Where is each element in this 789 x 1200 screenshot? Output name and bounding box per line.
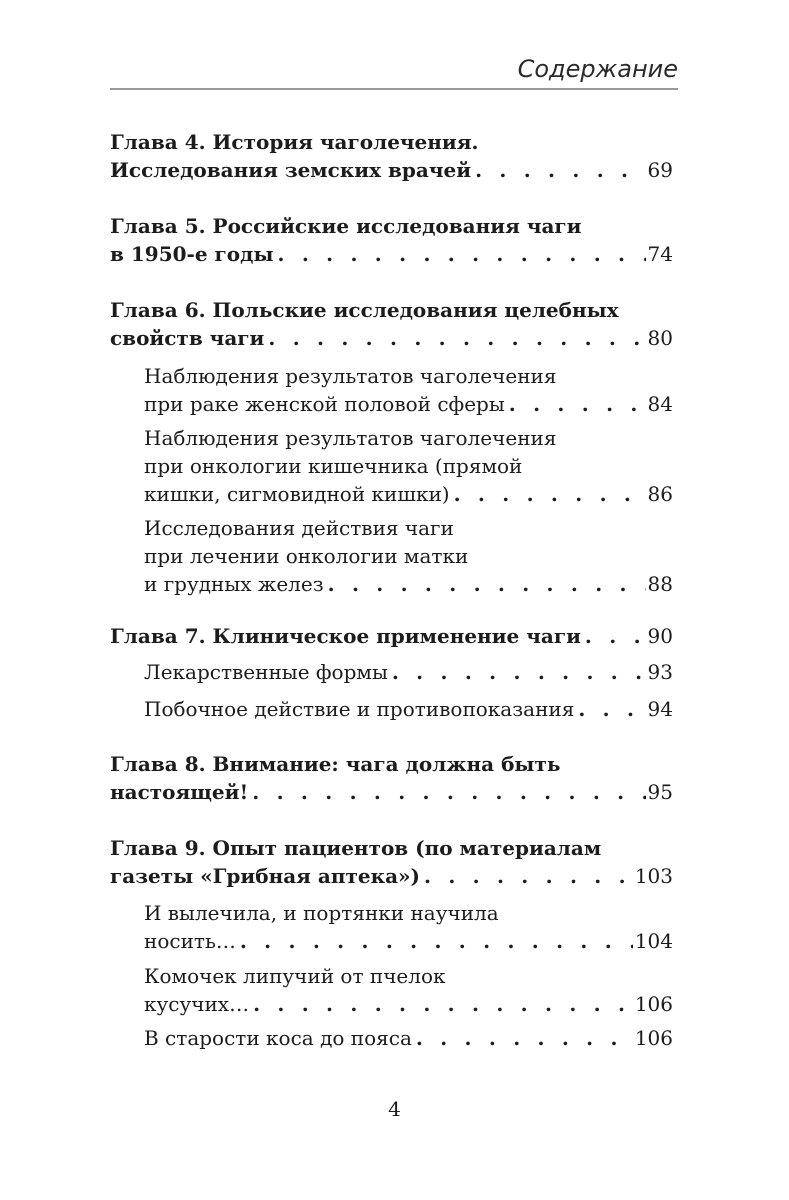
toc-chapter-5[interactable] xyxy=(110,212,673,268)
toc-page-number: 90 xyxy=(647,624,673,648)
toc-entry-title: Исследования земских врачей xyxy=(110,158,472,182)
toc-chapter-9[interactable] xyxy=(110,834,673,890)
toc-entry-title: при онкологии кишечника (прямой xyxy=(144,454,523,478)
toc-entry-title: Глава 6. Польские исследования целебных xyxy=(110,298,619,322)
toc-page-number: 80 xyxy=(647,326,673,350)
toc-entry-title: Наблюдения результатов чаголечения xyxy=(144,426,557,450)
toc-entry-last-line xyxy=(144,480,673,508)
toc-chapter-6[interactable] xyxy=(110,296,673,352)
toc-entry-last-line xyxy=(110,622,673,650)
toc-entry-last-line xyxy=(144,695,673,723)
toc-entry-title: настоящей! xyxy=(110,780,249,804)
toc-page-number: 69 xyxy=(647,158,673,182)
toc-section-9b[interactable] xyxy=(144,962,673,1018)
dot-leader xyxy=(248,778,645,806)
toc-page-number: 106 xyxy=(634,992,673,1016)
toc-entry-title: Побочное действие и противопоказания xyxy=(144,697,575,721)
toc-entry-title: и грудных желез xyxy=(144,572,324,596)
dot-leader xyxy=(274,240,646,268)
toc-chapter-7[interactable] xyxy=(110,622,673,650)
dot-leader xyxy=(450,480,646,508)
toc-entry-title: свойств чаги xyxy=(110,326,265,350)
toc-entry-title: Наблюдения результатов чаголечения xyxy=(144,364,557,388)
toc-section-9c[interactable] xyxy=(144,1024,673,1052)
toc-page-number: 88 xyxy=(647,572,673,596)
toc-page-number: 103 xyxy=(634,864,673,888)
toc-entry-title: Глава 4. История чаголечения. xyxy=(110,130,479,154)
toc-entry-last-line xyxy=(144,658,673,686)
dot-leader xyxy=(264,324,645,352)
dot-leader xyxy=(236,927,633,955)
toc-entry-title: И вылечила, и портянки научила xyxy=(144,901,499,925)
toc-entry-last-line xyxy=(110,156,673,184)
running-header xyxy=(110,52,678,90)
toc-page-number: 74 xyxy=(647,242,673,266)
toc-entry-title: газеты «Грибная аптека») xyxy=(110,864,420,888)
toc-entry-last-line xyxy=(144,390,673,418)
toc-chapter-8[interactable] xyxy=(110,750,673,806)
toc-page-number: 95 xyxy=(647,780,673,804)
toc-entry-title: в 1950-е годы xyxy=(110,242,274,266)
dot-leader xyxy=(581,622,646,650)
toc-entry-title: Глава 9. Опыт пациентов (по материалам xyxy=(110,836,602,860)
toc-page-number: 93 xyxy=(647,660,673,684)
toc-entry-title: при лечении онкологии матки xyxy=(144,544,469,568)
toc-entry-title: Исследования действия чаги xyxy=(144,516,454,540)
toc-entry-title: Лекарственные формы xyxy=(144,660,388,684)
toc-page-number: 106 xyxy=(634,1026,673,1050)
toc-entry-last-line xyxy=(144,570,673,598)
toc-entry-title: кишки, сигмовидной кишки) xyxy=(144,482,450,506)
toc-entry-title: Комочек липучий от пчелок xyxy=(144,964,446,988)
toc-section-6b[interactable] xyxy=(144,424,673,508)
dot-leader xyxy=(505,390,646,418)
toc-chapter-4[interactable] xyxy=(110,128,673,184)
toc-entry-title: Глава 5. Российские исследования чаги xyxy=(110,214,582,238)
dot-leader xyxy=(471,156,645,184)
toc-section-6a[interactable] xyxy=(144,362,673,418)
toc-entry-title: носить… xyxy=(144,929,236,953)
running-header-title: Содержание xyxy=(517,55,678,83)
toc-entry-title: при раке женской половой сферы xyxy=(144,392,505,416)
toc-page-number: 94 xyxy=(647,697,673,721)
toc-entry-last-line xyxy=(110,240,673,268)
toc-entry-last-line xyxy=(144,927,673,955)
footer-page-number: 4 xyxy=(388,1097,401,1121)
dot-leader xyxy=(412,1024,633,1052)
toc-entry-last-line xyxy=(110,778,673,806)
toc-entry-last-line xyxy=(110,324,673,352)
toc-entry-last-line xyxy=(144,990,673,1018)
dot-leader xyxy=(574,695,645,723)
dot-leader xyxy=(324,570,646,598)
toc-section-7b[interactable] xyxy=(144,695,673,723)
toc-page-number: 84 xyxy=(647,392,673,416)
dot-leader xyxy=(420,862,633,890)
toc-section-6c[interactable] xyxy=(144,514,673,598)
toc-section-7a[interactable] xyxy=(144,658,673,686)
toc-entry-last-line xyxy=(144,1024,673,1052)
toc-entry-title: Глава 8. Внимание: чага должна быть xyxy=(110,752,561,776)
toc-page-number: 104 xyxy=(634,929,673,953)
toc-entry-last-line xyxy=(110,862,673,890)
toc-entry-title: Глава 7. Клиническое применение чаги xyxy=(110,624,581,648)
toc-entry-title: В старости коса до пояса xyxy=(144,1026,412,1050)
toc-page-number: 86 xyxy=(647,482,673,506)
dot-leader xyxy=(388,658,646,686)
toc-entry-title: кусучих… xyxy=(144,992,250,1016)
toc-section-9a[interactable] xyxy=(144,899,673,955)
dot-leader xyxy=(249,990,633,1018)
